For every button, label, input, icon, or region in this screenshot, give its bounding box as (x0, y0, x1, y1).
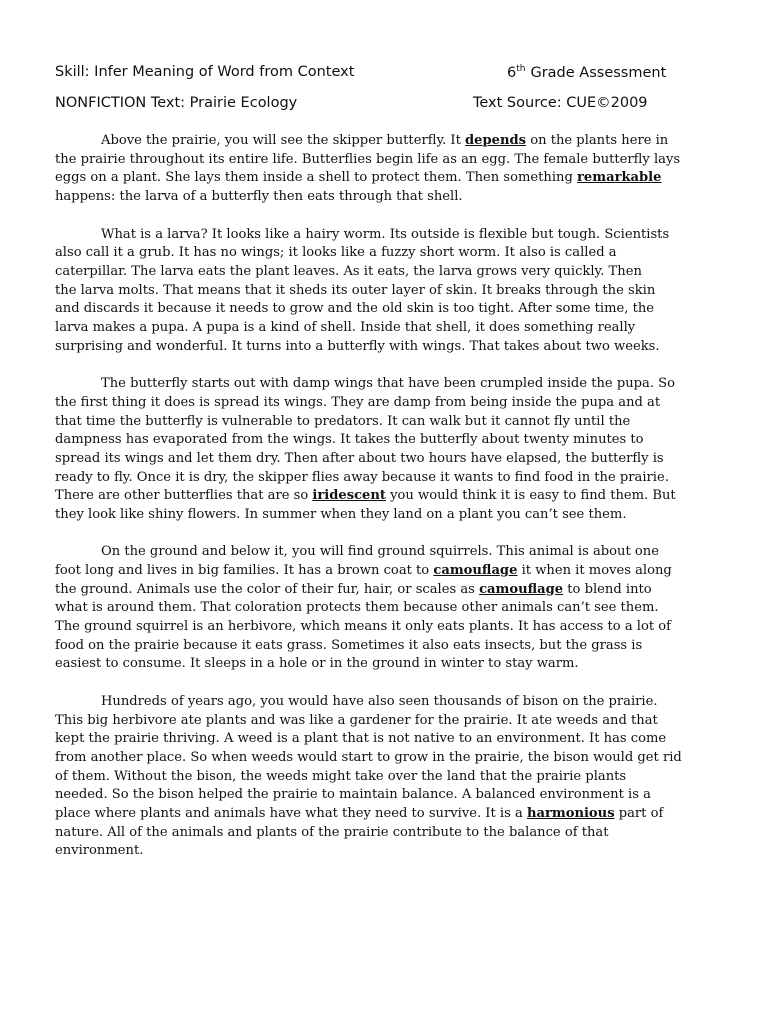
grade-heading (507, 64, 666, 81)
text-line (55, 151, 715, 170)
text-segment: larva makes a pupa. A pupa is a kind of shell. Inside that shell, it does something really (55, 319, 636, 335)
text-line (55, 768, 715, 787)
vocab-word: remarkable (577, 170, 662, 186)
vocab-word: camouflage (433, 563, 518, 579)
text-line (55, 805, 715, 824)
text-line (55, 263, 715, 282)
text-segment: needed. So the bison helped the prairie to maintain balance. A balanced environment is a (55, 787, 651, 803)
text-segment: from another place. So when weeds would start to grow in the prairie, the bison would get rid (55, 750, 682, 766)
paragraph (55, 693, 715, 861)
text-line (55, 469, 715, 488)
text-line (55, 637, 715, 656)
text-line (55, 487, 715, 506)
text-segment: eggs on a plant. She lays them inside a shell to protect them. Then something (55, 170, 577, 186)
skill-heading: Skill: Infer Meaning of Word from Context (55, 64, 355, 80)
text-segment: foot long and lives in big families. It has a brown coat to (55, 563, 434, 579)
text-segment: caterpillar. The larva eats the plant leaves. As it eats, the larva grows very quickly. Then (55, 263, 642, 279)
text-line (55, 730, 715, 749)
text-segment: surprising and wonderful. It turns into a butterfly with wings. That takes about two weeks. (55, 338, 660, 354)
text-segment: food on the prairie because it eats grass. Sometimes it also eats insects, but the grass is (55, 637, 643, 653)
grade-label: Grade Assessment (530, 65, 667, 81)
text-segment: ready to fly. Once it is dry, the skipper flies away because it wants to find food in the prairie. (55, 469, 669, 485)
grade-superscript: th (516, 64, 526, 74)
text-line (55, 319, 715, 338)
vocab-word: iridescent (312, 488, 386, 504)
text-line (55, 413, 715, 432)
text-segment: Above the prairie, you will see the skipper butterfly. It (101, 133, 466, 148)
text-segment: The ground squirrel is an herbivore, which means it only eats plants. It has access to a lot of (55, 619, 672, 635)
text-line (55, 244, 715, 263)
text-segment: the larva molts. That means that it sheds its outer layer of skin. It breaks through the skin (55, 282, 656, 298)
text-line (55, 599, 715, 618)
passage-body (55, 132, 715, 880)
vocab-word: depends (465, 133, 527, 148)
text-segment: nature. All of the animals and plants of the prairie contribute to the balance of that (55, 824, 609, 840)
grade-number: 6 (507, 65, 517, 81)
text-segment: to blend into (563, 581, 652, 597)
nonfiction-heading: NONFICTION Text: Prairie Ecology (55, 95, 298, 111)
text-segment: dampness has evaporated from the wings. It takes the butterfly about twenty minutes to (55, 432, 644, 448)
text-segment: The butterfly starts out with damp wings that have been crumpled inside the pupa. So (101, 376, 675, 392)
text-line (55, 618, 715, 637)
text-line (55, 169, 715, 188)
text-segment: place where plants and animals have what they need to survive. It is a (55, 806, 527, 821)
text-line (55, 375, 715, 394)
text-segment: What is a larva? It looks like a hairy worm. Its outside is flexible but tough. Scientists (101, 226, 670, 242)
text-segment: you would think it is easy to find them. But (385, 488, 676, 504)
text-line (55, 543, 715, 562)
text-line (55, 394, 715, 413)
text-segment: Hundreds of years ago, you would have also seen thousands of bison on the prairie. (101, 694, 658, 710)
text-segment: happens: the larva of a butterfly then eats through that shell. (55, 188, 463, 204)
text-segment: they look like shiny flowers. In summer when they land on a plant you can’t see them. (55, 506, 627, 522)
text-segment: This big herbivore ate plants and was like a gardener for the prairie. It ate weeds and that (55, 712, 658, 728)
text-line (55, 300, 715, 319)
text-segment: what is around them. That coloration protects them because other animals can’t see them. (55, 600, 659, 616)
text-line (55, 188, 715, 207)
text-line (55, 693, 715, 712)
vocab-word: camouflage (479, 581, 564, 597)
text-segment: it when it moves along (517, 563, 672, 579)
text-line (55, 581, 715, 600)
text-segment: the ground. Animals use the color of their fur, hair, or scales as (55, 581, 480, 597)
text-segment: that time the butterfly is vulnerable to predators. It can walk but it cannot fly until the (55, 413, 631, 429)
text-line (55, 506, 715, 525)
text-segment: kept the prairie thriving. A weed is a plant that is not native to an environment. It has come (55, 731, 667, 747)
text-line (55, 786, 715, 805)
text-segment: on the plants here in (526, 133, 669, 148)
text-line (55, 282, 715, 301)
text-line (55, 132, 715, 151)
text-line (55, 655, 715, 674)
text-segment: environment. (55, 843, 144, 859)
paragraph (55, 375, 715, 524)
text-segment: of them. Without the bison, the weeds might take over the land that the prairie plants (55, 768, 627, 784)
text-segment: On the ground and below it, you will find ground squirrels. This animal is about one (101, 544, 659, 560)
text-segment: and discards it because it needs to grow and the old skin is too tight. After some time, the (55, 301, 655, 317)
text-line (55, 226, 715, 245)
text-line (55, 842, 715, 861)
text-segment: spread its wings and let them dry. Then after about two hours have elapsed, the butterfly is (55, 450, 664, 466)
text-line (55, 562, 715, 581)
paragraph (55, 543, 715, 674)
text-line (55, 450, 715, 469)
text-source: Text Source: CUE©2009 (473, 95, 648, 111)
paragraph (55, 226, 715, 357)
text-line (55, 824, 715, 843)
text-line (55, 431, 715, 450)
text-line (55, 749, 715, 768)
text-segment: the prairie throughout its entire life. Butterflies begin life as an egg. The female butterfly lays (55, 151, 681, 167)
text-segment: the first thing it does is spread its wings. They are damp from being inside the pupa and at (55, 394, 661, 410)
text-segment: part of (614, 806, 664, 821)
paragraph (55, 132, 715, 207)
text-segment: easiest to consume. It sleeps in a hole or in the ground in winter to stay warm. (55, 656, 579, 672)
text-segment: There are other butterflies that are so (55, 488, 313, 504)
vocab-word: harmonious (526, 806, 615, 821)
text-line (55, 338, 715, 357)
text-segment: also call it a grub. It has no wings; it looks like a fuzzy short worm. It also is called a (55, 245, 617, 261)
text-line (55, 712, 715, 731)
